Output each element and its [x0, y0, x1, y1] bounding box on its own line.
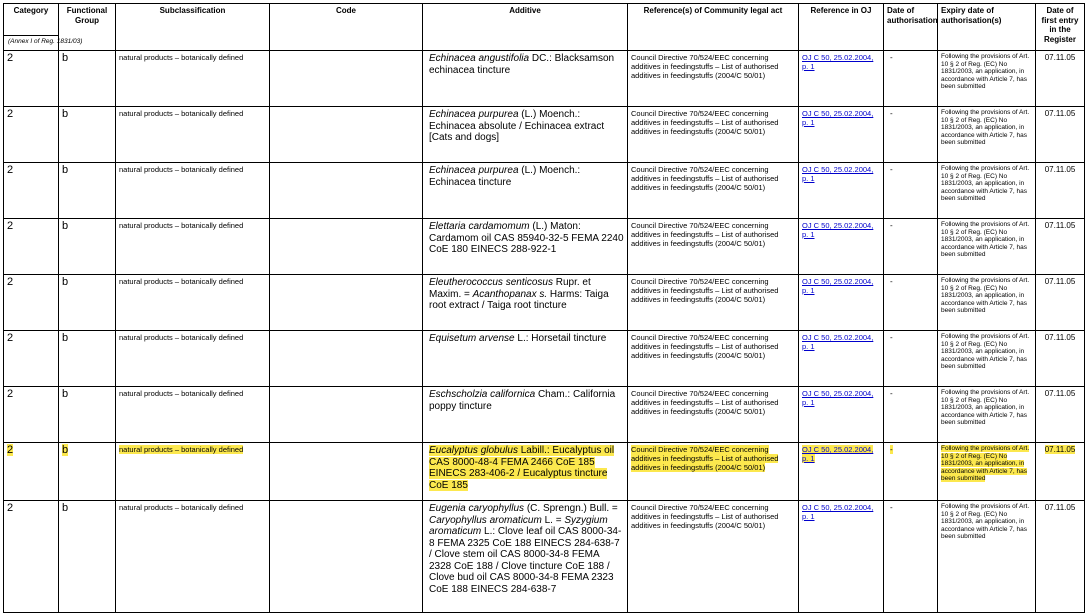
cell-functional-group: b: [59, 275, 116, 331]
cell-first-entry: 07.11.05: [1036, 387, 1085, 443]
cell-date-authorisation: -: [884, 219, 938, 275]
header-category: Category (Annex I of Reg. 1831/03): [4, 4, 59, 51]
oj-link[interactable]: OJ C 50, 25.02.2004, p. 1: [802, 333, 874, 351]
oj-link[interactable]: OJ C 50, 25.02.2004, p. 1: [802, 53, 874, 71]
cell-subclassification: natural products – botanically defined: [116, 275, 270, 331]
cell-subclassification: natural products – botanically defined: [116, 51, 270, 107]
cell-code: [270, 275, 423, 331]
oj-link[interactable]: OJ C 50, 25.02.2004, p. 1: [802, 389, 874, 407]
cell-subclassification: natural products – botanically defined: [116, 107, 270, 163]
header-first-entry: Date of first entry in the Register: [1036, 4, 1085, 51]
cell-category: 2: [4, 387, 59, 443]
cell-functional-group: b: [59, 219, 116, 275]
cell-expiry-date: Following the provisions of Art. 10 § 2 of Reg. (EC) No 1831/2003, an application, in accordance with Article 7, has been submitted: [938, 275, 1036, 331]
header-reference-oj: Reference in OJ: [799, 4, 884, 51]
cell-additive: Echinacea purpurea (L.) Moench.: Echinacea tincture: [423, 163, 628, 219]
cell-subclassification: natural products – botanically defined: [116, 387, 270, 443]
cell-reference-act: Council Directive 70/524/EEC concerning additives in feedingstuffs – List of authorised additives in feedingstuffs (2004/C 50/01): [628, 163, 799, 219]
cell-reference-act: Council Directive 70/524/EEC concerning additives in feedingstuffs – List of authorised additives in feedingstuffs (2004/C 50/01): [628, 107, 799, 163]
header-additive: Additive: [423, 4, 628, 51]
cell-subclassification: natural products – botanically defined: [116, 219, 270, 275]
cell-additive: Eschscholzia californica Cham.: California poppy tincture: [423, 387, 628, 443]
cell-functional-group: b: [59, 387, 116, 443]
oj-link[interactable]: OJ C 50, 25.02.2004, p. 1: [802, 165, 874, 183]
cell-expiry-date: Following the provisions of Art. 10 § 2 of Reg. (EC) No 1831/2003, an application, in accordance with Article 7, has been submitted: [938, 107, 1036, 163]
oj-link[interactable]: OJ C 50, 25.02.2004, p. 1: [802, 277, 874, 295]
cell-category: 2: [4, 163, 59, 219]
table-row: [4, 219, 1085, 275]
cell-date-authorisation: -: [884, 107, 938, 163]
table-row: [4, 51, 1085, 107]
cell-reference-oj: [799, 331, 884, 387]
cell-subclassification: natural products – botanically defined: [116, 443, 270, 501]
cell-reference-act: Council Directive 70/524/EEC concerning additives in feedingstuffs – List of authorised additives in feedingstuffs (2004/C 50/01): [628, 275, 799, 331]
cell-reference-oj: [799, 163, 884, 219]
cell-code: [270, 107, 423, 163]
header-expiry-date: Expiry date of authorisation(s): [938, 4, 1036, 51]
cell-reference-oj: [799, 275, 884, 331]
cell-category: 2: [4, 219, 59, 275]
annex-note: (Annex I of Reg. 1831/03): [8, 37, 83, 45]
cell-expiry-date: Following the provisions of Art. 10 § 2 of Reg. (EC) No 1831/2003, an application, in accordance with Article 7, has been submitted: [938, 219, 1036, 275]
cell-additive: Eucalyptus globulus Labill.: Eucalyptus oil CAS 8000-48-4 FEMA 2466 CoE 185 EINECS 283-406-2 / Eucalyptus tincture CoE 185: [423, 443, 628, 501]
cell-category: 2: [4, 501, 59, 613]
cell-functional-group: b: [59, 443, 116, 501]
cell-functional-group: b: [59, 501, 116, 613]
cell-additive: Eleutherococcus senticosus Rupr. et Maxim. = Acanthopanax s. Harms: Taiga root extract / Taiga root tincture: [423, 275, 628, 331]
cell-reference-act: Council Directive 70/524/EEC concerning additives in feedingstuffs – List of authorised additives in feedingstuffs (2004/C 50/01): [628, 501, 799, 613]
cell-functional-group: b: [59, 331, 116, 387]
oj-link[interactable]: OJ C 50, 25.02.2004, p. 1: [802, 445, 874, 463]
cell-code: [270, 331, 423, 387]
cell-additive: Eugenia caryophyllus (C. Sprengn.) Bull. = Caryophyllus aromaticum L. = Syzygium aromaticum L.: Clove leaf oil CAS 8000-34-8 FEMA 2325 CoE 188 EINECS 284-638-7 / Clove stem oil CAS 8000-34-8 FEMA 2328 CoE 188 / Clove tincture CoE 188 / Clove bud oil CAS 8000-34-8 FEMA 2323 CoE 188 EINECS 284-638-7: [423, 501, 628, 613]
cell-subclassification: natural products – botanically defined: [116, 163, 270, 219]
table-row: [4, 163, 1085, 219]
table-row: [4, 275, 1085, 331]
cell-category: 2: [4, 275, 59, 331]
cell-first-entry: 07.11.05: [1036, 501, 1085, 613]
cell-code: [270, 51, 423, 107]
oj-link[interactable]: OJ C 50, 25.02.2004, p. 1: [802, 109, 874, 127]
cell-reference-act: Council Directive 70/524/EEC concerning additives in feedingstuffs – List of authorised additives in feedingstuffs (2004/C 50/01): [628, 443, 799, 501]
cell-expiry-date: Following the provisions of Art. 10 § 2 of Reg. (EC) No 1831/2003, an application, in accordance with Article 7, has been submitted: [938, 51, 1036, 107]
cell-category: 2: [4, 331, 59, 387]
cell-reference-oj: [799, 443, 884, 501]
cell-additive: Elettaria cardamomum (L.) Maton: Cardamom oil CAS 85940-32-5 FEMA 2240 CoE 180 EINECS 288-922-1: [423, 219, 628, 275]
oj-link[interactable]: OJ C 50, 25.02.2004, p. 1: [802, 503, 874, 521]
cell-category: 2: [4, 107, 59, 163]
cell-functional-group: b: [59, 163, 116, 219]
cell-first-entry: 07.11.05: [1036, 275, 1085, 331]
cell-reference-oj: [799, 501, 884, 613]
cell-expiry-date: Following the provisions of Art. 10 § 2 of Reg. (EC) No 1831/2003, an application, in accordance with Article 7, has been submitted: [938, 443, 1036, 501]
table-row: [4, 331, 1085, 387]
cell-category: 2: [4, 443, 59, 501]
cell-code: [270, 219, 423, 275]
cell-date-authorisation: -: [884, 51, 938, 107]
cell-reference-act: Council Directive 70/524/EEC concerning additives in feedingstuffs – List of authorised additives in feedingstuffs (2004/C 50/01): [628, 219, 799, 275]
cell-date-authorisation: -: [884, 163, 938, 219]
cell-first-entry: 07.11.05: [1036, 443, 1085, 501]
cell-functional-group: b: [59, 51, 116, 107]
oj-link[interactable]: OJ C 50, 25.02.2004, p. 1: [802, 221, 874, 239]
cell-expiry-date: Following the provisions of Art. 10 § 2 of Reg. (EC) No 1831/2003, an application, in accordance with Article 7, has been submitted: [938, 163, 1036, 219]
header-functional-group: Functional Group: [59, 4, 116, 51]
cell-first-entry: 07.11.05: [1036, 163, 1085, 219]
cell-additive: Equisetum arvense L.: Horsetail tincture: [423, 331, 628, 387]
cell-reference-oj: [799, 219, 884, 275]
cell-date-authorisation: -: [884, 275, 938, 331]
header-subclassification: Subclassification: [116, 4, 270, 51]
cell-functional-group: b: [59, 107, 116, 163]
cell-code: [270, 387, 423, 443]
table-header-row: [4, 4, 1085, 51]
cell-code: [270, 163, 423, 219]
cell-reference-oj: [799, 51, 884, 107]
table-row: [4, 443, 1085, 501]
header-date-authorisation: Date of authorisation: [884, 4, 938, 51]
cell-first-entry: 07.11.05: [1036, 51, 1085, 107]
cell-date-authorisation: -: [884, 331, 938, 387]
cell-first-entry: 07.11.05: [1036, 331, 1085, 387]
cell-category: 2: [4, 51, 59, 107]
cell-additive: Echinacea angustifolia DC.: Blacksamson echinacea tincture: [423, 51, 628, 107]
header-code: Code: [270, 4, 423, 51]
cell-date-authorisation: -: [884, 387, 938, 443]
cell-first-entry: 07.11.05: [1036, 107, 1085, 163]
cell-reference-oj: [799, 387, 884, 443]
cell-reference-act: Council Directive 70/524/EEC concerning additives in feedingstuffs – List of authorised additives in feedingstuffs (2004/C 50/01): [628, 387, 799, 443]
cell-subclassification: natural products – botanically defined: [116, 501, 270, 613]
cell-reference-oj: [799, 107, 884, 163]
cell-reference-act: Council Directive 70/524/EEC concerning additives in feedingstuffs – List of authorised additives in feedingstuffs (2004/C 50/01): [628, 331, 799, 387]
cell-date-authorisation: -: [884, 443, 938, 501]
cell-code: [270, 501, 423, 613]
cell-date-authorisation: -: [884, 501, 938, 613]
cell-first-entry: 07.11.05: [1036, 219, 1085, 275]
cell-reference-act: Council Directive 70/524/EEC concerning additives in feedingstuffs – List of authorised additives in feedingstuffs (2004/C 50/01): [628, 51, 799, 107]
cell-additive: Echinacea purpurea (L.) Moench.: Echinacea absolute / Echinacea extract [Cats and dogs]: [423, 107, 628, 163]
cell-expiry-date: Following the provisions of Art. 10 § 2 of Reg. (EC) No 1831/2003, an application, in accordance with Article 7, has been submitted: [938, 501, 1036, 613]
cell-expiry-date: Following the provisions of Art. 10 § 2 of Reg. (EC) No 1831/2003, an application, in accordance with Article 7, has been submitted: [938, 331, 1036, 387]
table-row: [4, 501, 1085, 613]
table-row: [4, 387, 1085, 443]
table-row: [4, 107, 1085, 163]
cell-code: [270, 443, 423, 501]
header-reference-act: Reference(s) of Community legal act: [628, 4, 799, 51]
cell-subclassification: natural products – botanically defined: [116, 331, 270, 387]
additives-register-table: [3, 3, 1085, 613]
cell-expiry-date: Following the provisions of Art. 10 § 2 of Reg. (EC) No 1831/2003, an application, in accordance with Article 7, has been submitted: [938, 387, 1036, 443]
